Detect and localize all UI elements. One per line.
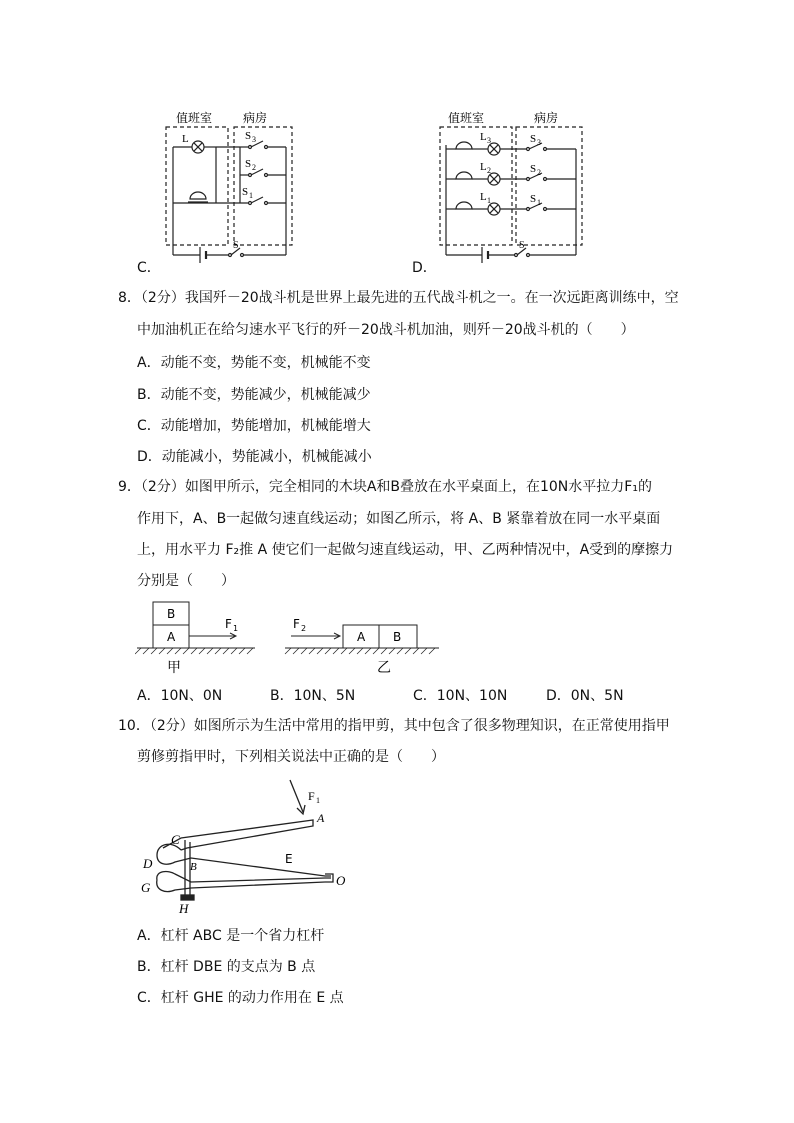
q9-option-b: B．10N、5N	[270, 688, 356, 704]
switch-label-d: S	[530, 193, 537, 205]
room-ward-label-d: 病房	[534, 111, 559, 125]
q8-option-a: A．动能不变，势能不变，机械能不变	[137, 355, 371, 371]
circuit-figure-d	[430, 105, 600, 275]
block-a2-label: A	[357, 630, 366, 644]
force-f1-sub: 1	[233, 624, 239, 633]
block-b2-label: B	[393, 630, 402, 644]
point-o-label: O	[336, 873, 346, 888]
switch-label-c: S	[245, 130, 252, 142]
q10-stem-line2: 剪修剪指甲时，下列相关说法中正确的是（ ）	[137, 749, 445, 765]
point-a-label: A	[317, 811, 325, 825]
force-f2-label: F	[293, 617, 300, 631]
lamp-label-d: L	[480, 161, 487, 173]
switch-label-d: S	[530, 133, 537, 145]
switch-label-c: S	[245, 158, 252, 170]
q9-stem-line1: 9．（2分）如图甲所示，完全相同的木块A和B叠放在水平桌面上，在10N水平拉力F₁的	[118, 479, 652, 495]
switch-sub-c: 1	[249, 191, 253, 200]
lamp-sub-d: 2	[487, 166, 491, 175]
switch-label-c: S	[242, 186, 249, 198]
point-d-label: D	[143, 856, 153, 871]
switch-sub-c: 2	[252, 163, 256, 172]
switch-sub-d: 2	[537, 168, 541, 177]
q10-option-b: B．杠杆 DBE 的支点为 B 点	[137, 959, 316, 975]
room-duty-label-c: 值班室	[176, 111, 213, 125]
clipper-f1-label: F	[308, 789, 315, 803]
force-f1-label: F	[225, 617, 232, 631]
blocks-figure	[135, 598, 445, 678]
room-duty-label-d: 值班室	[448, 111, 485, 125]
q8-stem-line2: 中加油机正在给匀速水平飞行的歼－20战斗机加油，则歼－20战斗机的（ ）	[137, 322, 635, 338]
q9-stem-line3: 上，用水平力 F₂推 A 使它们一起做匀速直线运动，甲、乙两种情况中，A受到的摩擦力	[137, 542, 674, 558]
q9-option-a: A．10N、0N	[137, 688, 223, 704]
q9-stem-line4: 分别是（ ）	[137, 573, 235, 589]
lamp-sub-d: 1	[487, 196, 491, 205]
switch-label-d: S	[530, 163, 537, 175]
circuit-figure-c	[130, 105, 310, 275]
q9-option-c: C．10N、10N	[413, 688, 508, 704]
q9-stem-line2: 作用下，A、B一起做匀速直线运动；如图乙所示，将 A、B 紧靠着放在同一水平桌面	[137, 511, 661, 527]
lamp-label-d: L	[480, 191, 487, 203]
lamp-label-c: L	[182, 133, 189, 145]
switch-sub-d: 3	[537, 138, 541, 147]
point-e-label: E	[285, 852, 293, 866]
point-b-label: B	[190, 861, 197, 873]
point-h-label: H	[179, 901, 189, 915]
switch-sub-d: 1	[537, 198, 541, 207]
nail-clipper-figure	[135, 770, 355, 915]
q8-option-b: B．动能不变，势能减少，机械能减少	[137, 387, 371, 403]
lamp-sub-d: 3	[487, 136, 491, 145]
switch-sub-c: 3	[252, 135, 256, 144]
battery-switch-label-c: S	[233, 240, 239, 251]
point-c-label: C	[171, 832, 180, 847]
lamp-label-d: L	[480, 131, 487, 143]
fig-jia-label: 甲	[167, 660, 181, 676]
battery-switch-label-d: S	[519, 240, 525, 251]
q8-option-d: D．动能减小，势能减小，机械能减小	[137, 449, 372, 465]
fig-yi-label: 乙	[377, 660, 391, 676]
q10-stem-line1: 10．（2分）如图所示为生活中常用的指甲剪，其中包含了很多物理知识，在正常使用指甲	[118, 718, 670, 734]
block-a-label: A	[167, 630, 176, 644]
q10-option-a: A．杠杆 ABC 是一个省力杠杆	[137, 928, 325, 944]
q8-option-c: C．动能增加，势能增加，机械能增大	[137, 418, 371, 434]
q10-option-c: C．杠杆 GHE 的动力作用在 E 点	[137, 990, 344, 1006]
force-f2-sub: 2	[301, 624, 307, 633]
point-g-label: G	[141, 880, 151, 895]
room-ward-label-c: 病房	[243, 111, 268, 125]
clipper-f1-sub: 1	[316, 796, 320, 805]
q9-option-d: D．0N、5N	[546, 688, 624, 704]
q8-stem-line1: 8．（2分）我国歼－20战斗机是世界上最先进的五代战斗机之一。在一次远距离训练中，空	[118, 290, 679, 306]
block-b-label: B	[167, 607, 176, 621]
option-c-label: C．	[137, 260, 161, 276]
option-d-label: D．	[412, 260, 437, 276]
